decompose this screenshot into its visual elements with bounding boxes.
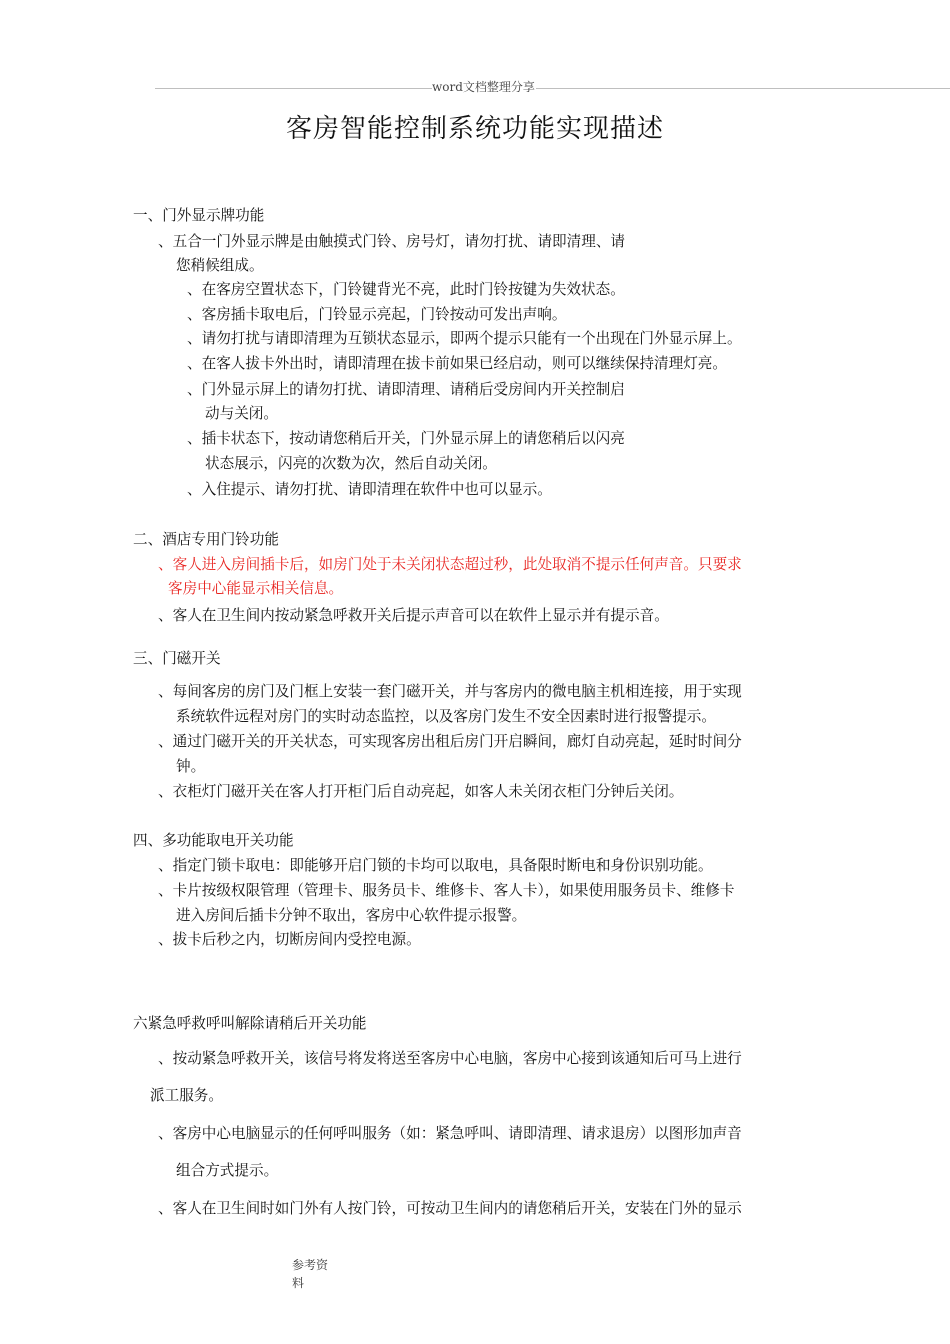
section-heading-3: 三、门磁开关 — [133, 650, 221, 667]
paragraph-line: 、拔卡后秒之内，切断房间内受控电源。 — [158, 931, 421, 948]
paragraph-line: 、五合一门外显示牌是由触摸式门铃、房号灯，请勿打扰、请即清理、请 — [158, 233, 626, 250]
paragraph-line: 钟。 — [176, 758, 206, 775]
list-item: 动与关闭。 — [205, 405, 278, 422]
footer-text: 参考资料 — [292, 1258, 329, 1290]
list-item: 、入住提示、请勿打扰、请即清理在软件中也可以显示。 — [187, 481, 552, 498]
paragraph-line: 进入房间后插卡分钟不取出，客房中心软件提示报警。 — [176, 907, 527, 924]
list-item: 、请勿打扰与请即清理为互锁状态显示，即两个提示只能有一个出现在门外显示屏上。 — [187, 330, 742, 347]
section-heading-2: 二、酒店专用门铃功能 — [133, 531, 279, 548]
paragraph-line: 组合方式提示。 — [176, 1162, 279, 1179]
paragraph-line: 、卡片按级权限管理（管理卡、服务员卡、维修卡、客人卡），如果使用服务员卡、维修卡 — [158, 882, 735, 899]
paragraph-line: 、通过门磁开关的开关状态，可实现客房出租后房门开启瞬间，廊灯自动亮起，延时时间分 — [158, 733, 742, 750]
highlighted-line: 客房中心能显示相关信息。 — [168, 580, 344, 597]
list-item: 状态展示，闪亮的次数为次，然后自动关闭。 — [205, 455, 497, 472]
section-heading-4: 四、多功能取电开关功能 — [133, 832, 294, 849]
paragraph-line: 派工服务。 — [150, 1087, 223, 1104]
paragraph-line: 、客房中心电脑显示的任何呼叫服务（如：紧急呼叫、请即清理、请求退房）以图形加声音 — [158, 1125, 742, 1142]
paragraph-line: 系统软件远程对房门的实时动态监控，以及客房门发生不安全因素时进行报警提示。 — [176, 708, 716, 725]
list-item: 、客房插卡取电后，门铃显示亮起，门铃按动可发出声响。 — [187, 306, 567, 323]
paragraph-line: 、按动紧急呼救开关，该信号将发将送至客房中心电脑，客房中心接到该通知后可马上进行 — [158, 1050, 742, 1067]
list-item: 、客人在卫生间内按动紧急呼救开关后提示声音可以在软件上显示并有提示音。 — [158, 607, 669, 624]
paragraph-line: 、客人在卫生间时如门外有人按门铃，可按动卫生间内的请您稍后开关，安装在门外的显示 — [158, 1200, 742, 1217]
paragraph-line: 、指定门锁卡取电：即能够开启门锁的卡均可以取电，具备限时断电和身份识别功能。 — [158, 857, 713, 874]
highlighted-line: 、客人进入房间插卡后，如房门处于未关闭状态超过秒，此处取消不提示任何声音。只要求 — [158, 556, 742, 573]
page-title: 客房智能控制系统功能实现描述 — [285, 114, 664, 144]
header-rule — [155, 88, 950, 89]
section-heading-6: 六紧急呼救呼叫解除请稍后开关功能 — [133, 1015, 367, 1032]
list-item: 、在客房空置状态下，门铃键背光不亮，此时门铃按键为失效状态。 — [187, 281, 625, 298]
list-item: 、插卡状态下，按动请您稍后开关，门外显示屏上的请您稍后以闪亮 — [187, 430, 625, 447]
list-item: 、在客人拔卡外出时，请即清理在拔卡前如果已经启动，则可以继续保持清理灯亮。 — [187, 355, 727, 372]
paragraph-line: 、每间客房的房门及门框上安装一套门磁开关，并与客房内的微电脑主机相连接，用于实现 — [158, 683, 742, 700]
paragraph-line: 、衣柜灯门磁开关在客人打开柜门后自动亮起，如客人未关闭衣柜门分钟后关闭。 — [158, 783, 684, 800]
list-item: 、门外显示屏上的请勿打扰、请即清理、请稍后受房间内开关控制启 — [187, 381, 625, 398]
paragraph-line: 您稍候组成。 — [176, 257, 264, 274]
section-heading-1: 一、门外显示牌功能 — [133, 207, 265, 224]
header-text: word文档整理分享 — [432, 80, 535, 94]
